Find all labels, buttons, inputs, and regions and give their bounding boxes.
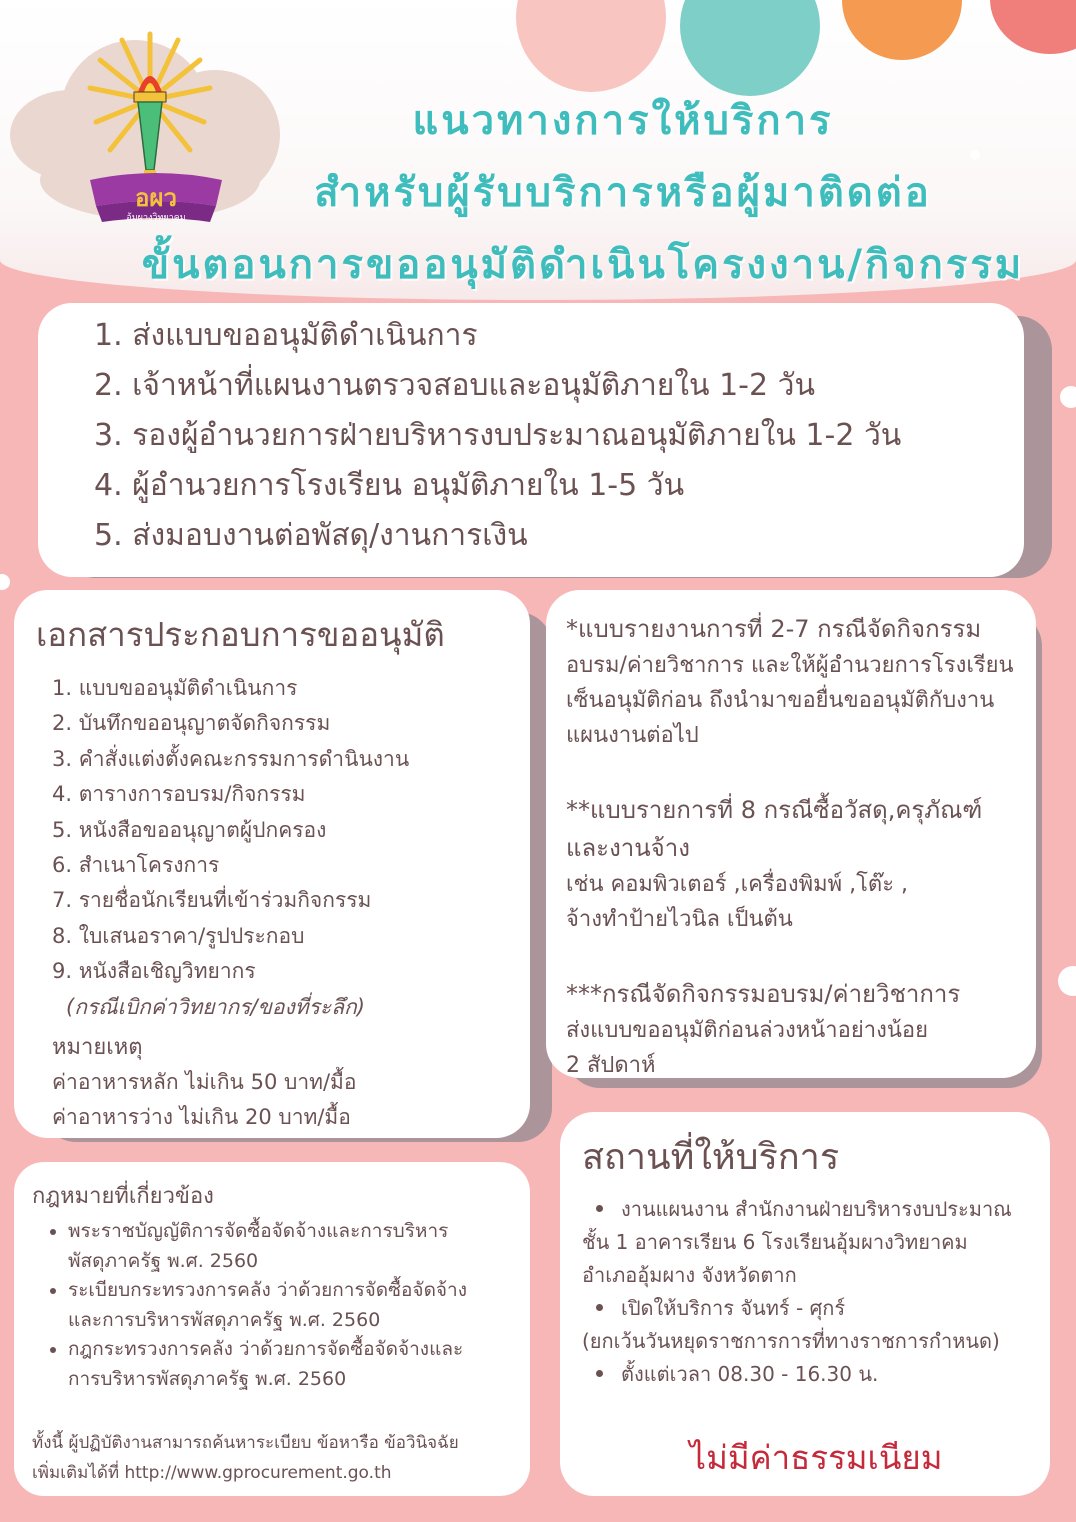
document-item: 5. หนังสือขออนุญาตผู้ปกครอง — [52, 817, 327, 842]
service-hours: ตั้งแต่เวลา 08.30 - 16.30 น. — [621, 1362, 879, 1386]
document-item: 9. หนังสือเชิญวิทยากร — [52, 959, 256, 984]
laws-footer-line: ทั้งนี้ ผู้ปฏิบัติงานสามารถค้นหาระเบียบ ข้อหารือ ข้อวินิจฉัย — [32, 1433, 459, 1453]
service-title: สถานที่ให้บริการ — [582, 1137, 840, 1178]
laws-list — [32, 1217, 530, 1394]
service-details — [582, 1193, 1050, 1391]
remark-3-line: ***กรณีจัดกิจกรรมอบรม/ค่ายวิชาการ — [566, 980, 961, 1008]
documents-list — [52, 671, 530, 1025]
remarks-card — [546, 590, 1036, 1078]
steps-card — [38, 303, 1024, 577]
remark-2-detail: เช่น คอมพิวเตอร์ ,เครื่องพิมพ์ ,โต๊ะ , — [566, 872, 908, 897]
documents-title: เอกสารประกอบการขออนุมัติ — [36, 615, 445, 654]
remark-2-line: และงานจ้าง — [566, 834, 690, 862]
service-place-line: ชั้น 1 อาคารเรียน 6 โรงเรียนอุ้มผางวิทยาคม — [582, 1230, 968, 1254]
remark-1-line: เซ็นอนุมัติก่อน ถึงนำมาขอยื่นขออนุมัติกับงาน — [566, 688, 995, 713]
logo-caption: อุ้มผางวิทยาคม — [126, 213, 186, 223]
law-item — [68, 1217, 530, 1276]
remark-2-line: **แบบรายการที่ 8 กรณีซื้อวัสดุ,ครุภัณฑ์ — [566, 796, 983, 824]
remark-1-line: แผนงานต่อไป — [566, 723, 699, 748]
law-item-line: การบริหารพัสดุภาครัฐ พ.ศ. 2560 — [68, 1367, 347, 1390]
document-item: 3. คำสั่งแต่งตั้งคณะกรรมการดำนินงาน — [52, 746, 410, 771]
service-card — [560, 1112, 1050, 1496]
law-item — [68, 1276, 530, 1335]
step-item: 5. ส่งมอบงานต่อพัสดุ/งานการเงิน — [94, 518, 528, 553]
laws-card — [14, 1162, 530, 1496]
steps-list — [94, 311, 1024, 561]
remark-2-detail: จ้างทำป้ายไวนิล เป็นต้น — [566, 907, 793, 932]
law-item-line: กฎกระทรวงการคลัง ว่าด้วยการจัดซื้อจัดจ้างและ — [68, 1338, 464, 1360]
step-item: 2. เจ้าหน้าที่แผนงานตรวจสอบและอนุมัติภายใน 1-2 วัน — [94, 368, 815, 403]
document-item: 8. ใบเสนอราคา/รูปประกอบ — [52, 923, 305, 948]
bullet-icon — [596, 1370, 603, 1377]
document-item-subnote: (กรณีเบิกค่าวิทยากร/ของที่ระลึก) — [66, 994, 365, 1019]
service-open-days: เปิดให้บริการ จันทร์ - ศุกร์ — [621, 1296, 846, 1320]
document-item: 7. รายชื่อนักเรียนที่เข้าร่วมกิจกรรม — [52, 888, 372, 913]
note-title: หมายเหตุ — [52, 1035, 143, 1061]
laws-footer — [32, 1428, 530, 1488]
note-line: ค่าอาหารหลัก ไม่เกิน 50 บาท/มื้อ — [52, 1070, 357, 1095]
document-item: 6. สำเนาโครงการ — [52, 853, 220, 878]
logo-text: อผว — [135, 184, 177, 212]
law-item-line: ระเบียบกระทรวงการคลัง ว่าด้วยการจัดซื้อจัดจ้าง — [68, 1279, 467, 1301]
law-item-line: และการบริหารพัสดุภาครัฐ พ.ศ. 2560 — [68, 1308, 381, 1331]
remark-3-detail: 2 สัปดาห์ — [566, 1053, 656, 1078]
service-place: งานแผนงาน สำนักงานฝ่ายบริหารงบประมาณ — [621, 1197, 1012, 1221]
decor-dot — [1060, 386, 1076, 408]
law-item — [68, 1335, 530, 1394]
decor-dot — [1058, 966, 1076, 996]
step-item: 3. รองผู้อำนวยการฝ่ายบริหารงบประมาณอนุมัติภายใน 1-2 วัน — [94, 418, 902, 453]
bullet-icon — [596, 1205, 603, 1212]
document-item: 2. บันทึกขออนุญาตจัดกิจกรรม — [52, 711, 331, 736]
page-title-line2: สำหรับผู้รับบริการหรือผู้มาติดต่อ — [314, 170, 932, 216]
laws-footer-link[interactable]: เพิ่มเติมได้ที่ http://www.gprocurement.go.th — [32, 1463, 392, 1483]
page-title-line1: แนวทางการให้บริการ — [412, 98, 834, 144]
step-item: 4. ผู้อำนวยการโรงเรียน อนุมัติภายใน 1-5 วัน — [94, 468, 685, 503]
service-holiday-note: (ยกเว้นวันหยุดราชการการที่ทางราชการกำหนด) — [582, 1329, 1000, 1353]
laws-title: กฎหมายที่เกี่ยวข้อง — [32, 1184, 214, 1209]
remark-3-detail: ส่งแบบขออนุมัติก่อนล่วงหน้าอย่างน้อย — [566, 1018, 928, 1043]
no-fee-label: ไม่มีค่าธรรมเนียม — [689, 1438, 943, 1477]
document-item: 4. ตารางการอบรม/กิจกรรม — [52, 782, 306, 807]
document-item: 1. แบบขออนุมัติดำเนินการ — [52, 676, 298, 700]
remark-1-line: *แบบรายงานการที่ 2-7 กรณีจัดกิจกรรม — [566, 615, 982, 643]
note-line: ค่าอาหารว่าง ไม่เกิน 20 บาท/มื้อ — [52, 1105, 351, 1130]
service-place-line: อำเภออุ้มผาง จังหวัดตาก — [582, 1263, 797, 1287]
page-title-line3: ขั้นตอนการขออนุมัติดำเนินโครงงาน/กิจกรรม — [141, 242, 1025, 288]
law-item-line: พระราชบัญญัติการจัดซื้อจัดจ้างและการบริหาร — [68, 1220, 449, 1242]
decor-dot — [0, 574, 10, 590]
remark-1-line: อบรม/ค่ายวิชาการ และให้ผู้อำนวยการโรงเรียน — [566, 653, 1014, 678]
step-item: 1. ส่งแบบขออนุมัติดำเนินการ — [94, 318, 478, 353]
documents-card — [14, 590, 530, 1138]
bullet-icon — [596, 1304, 603, 1311]
law-item-line: พัสดุภาครัฐ พ.ศ. 2560 — [68, 1249, 259, 1272]
